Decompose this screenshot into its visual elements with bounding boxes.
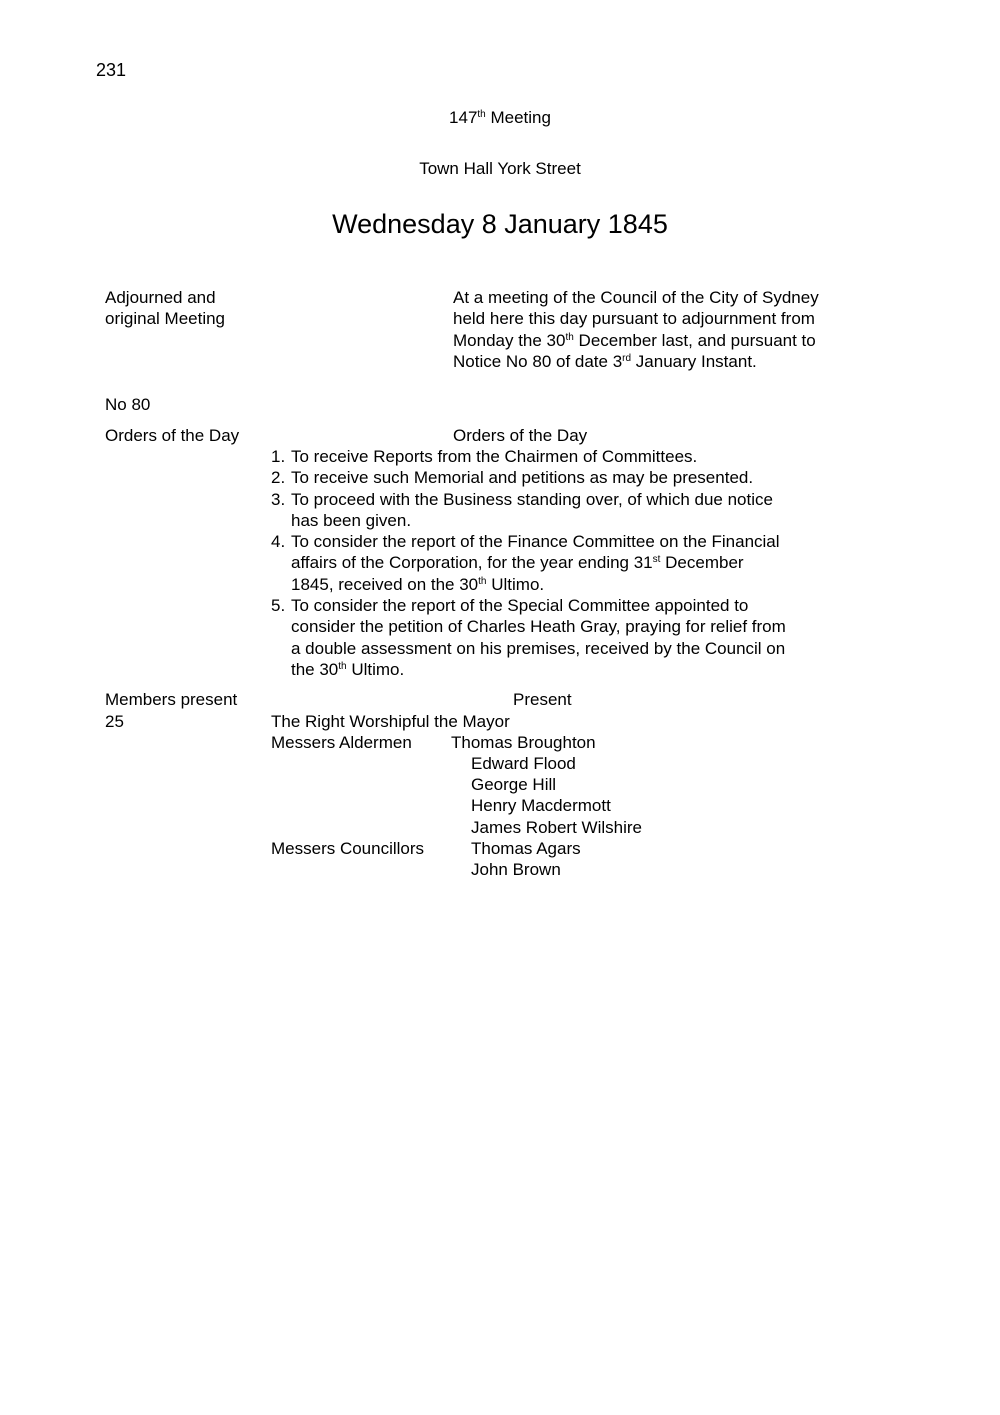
adjourned-line-text: December last, and pursuant to xyxy=(573,330,816,350)
order-item xyxy=(271,446,851,467)
order-text: a double assessment on his premises, received by the Council on xyxy=(291,638,786,658)
mayor-line: The Right Worshipful the Mayor xyxy=(271,712,510,731)
meeting-number-heading xyxy=(0,107,1000,128)
alderman-name: Edward Flood xyxy=(471,754,576,773)
order-text-part: Ultimo. xyxy=(346,659,405,679)
ordinal-suffix: th xyxy=(338,660,347,672)
adjourned-line: held here this day pursuant to adjournment from xyxy=(453,309,815,329)
order-number: 5. xyxy=(271,596,286,616)
adjourned-paragraph xyxy=(453,287,819,372)
adjourned-line: At a meeting of the Council of the City of Sydney xyxy=(453,288,819,307)
order-text: consider the petition of Charles Heath Gray, praying for relief from xyxy=(291,617,786,637)
alderman-name: Thomas Broughton xyxy=(451,733,596,752)
adjourned-line-text: January Instant. xyxy=(631,351,757,371)
order-number: 2. xyxy=(271,468,286,488)
order-item xyxy=(271,595,851,680)
meeting-number-suffix: th xyxy=(477,109,486,120)
orders-margin-label: Orders of the Day xyxy=(105,426,240,445)
date-title: Wednesday 8 January 1845 xyxy=(332,209,668,239)
order-text-part: December xyxy=(660,553,744,573)
members-present-label: Members present xyxy=(105,690,238,709)
order-text xyxy=(291,574,851,595)
orders-list xyxy=(271,446,851,680)
page-number: 231 xyxy=(96,60,127,80)
order-number: 3. xyxy=(271,489,286,509)
order-text-part: 1845, received on the 30 xyxy=(291,574,479,594)
order-item xyxy=(271,531,851,595)
order-text: To consider the report of the Special Committee appointed to xyxy=(291,596,749,616)
order-text: To consider the report of the Finance Committee on the Financial xyxy=(291,532,780,552)
orders-heading: Orders of the Day xyxy=(453,426,588,445)
alderman-name: George Hill xyxy=(471,775,557,794)
ordinal-suffix: st xyxy=(652,554,661,566)
order-item xyxy=(271,467,851,488)
order-text xyxy=(291,659,851,680)
adjourned-margin-note xyxy=(105,287,225,330)
order-text-part: Ultimo. xyxy=(486,574,545,594)
present-heading: Present xyxy=(513,690,572,709)
members-count: 25 xyxy=(105,712,124,731)
order-number: 1. xyxy=(271,447,286,466)
aldermen-label: Messers Aldermen xyxy=(271,733,412,752)
adjourned-line-text: Notice No 80 of date 3 xyxy=(453,351,623,371)
order-number: 4. xyxy=(271,532,286,552)
adjourned-line xyxy=(453,330,819,351)
ordinal-suffix: th xyxy=(565,331,574,343)
order-text-part: affairs of the Corporation, for the year ending 31 xyxy=(291,553,653,573)
alderman-name: Henry Macdermott xyxy=(471,796,611,815)
order-text: To proceed with the Business standing over, of which due notice xyxy=(291,489,773,509)
alderman-name: James Robert Wilshire xyxy=(471,818,642,837)
order-text: has been given. xyxy=(291,510,412,530)
order-item xyxy=(271,489,851,532)
ordinal-suffix: th xyxy=(478,575,487,587)
order-text: To receive Reports from the Chairmen of Committees. xyxy=(291,447,698,466)
order-text xyxy=(291,552,851,573)
adjourned-margin-line: original Meeting xyxy=(105,309,226,329)
order-text: To receive such Memorial and petitions as may be presented. xyxy=(291,468,754,488)
venue: Town Hall York Street xyxy=(419,159,581,178)
councillor-name: Thomas Agars xyxy=(471,839,581,858)
adjourned-margin-line: Adjourned and xyxy=(105,288,216,307)
ordinal-suffix: rd xyxy=(622,352,632,364)
adjourned-line xyxy=(453,351,819,372)
meeting-label: Meeting xyxy=(485,108,551,127)
councillors-label: Messers Councillors xyxy=(271,839,425,858)
notice-label: No 80 xyxy=(105,395,151,414)
order-text-part: the 30 xyxy=(291,659,339,679)
councillor-name: John Brown xyxy=(471,860,561,879)
meeting-number: 147 xyxy=(449,108,478,127)
adjourned-line-text: Monday the 30 xyxy=(453,330,566,350)
